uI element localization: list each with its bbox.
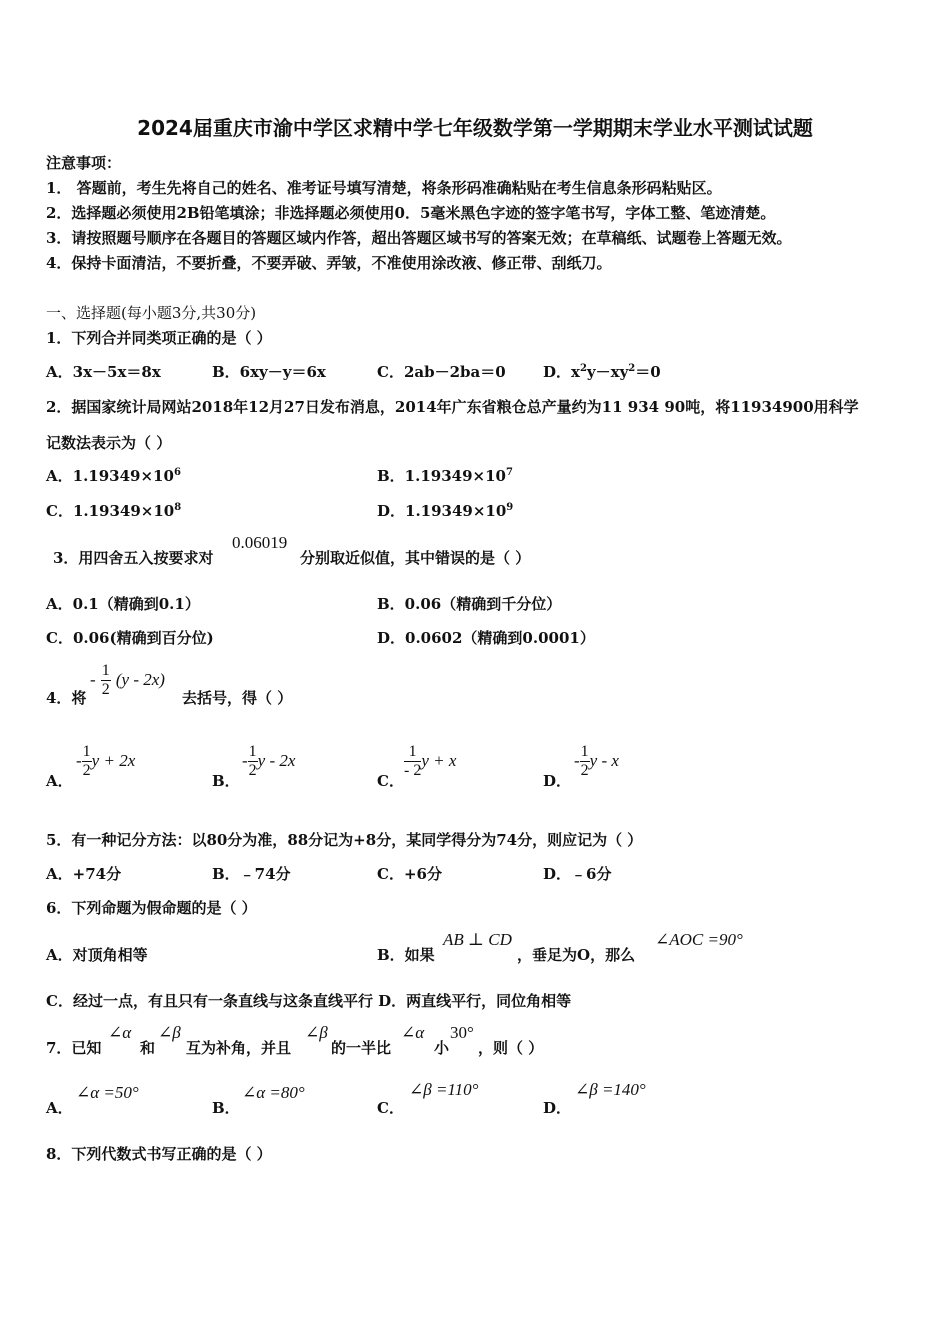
q7-stem-5: 小 xyxy=(434,1039,450,1057)
q7-option-b-label: B． xyxy=(212,1099,240,1117)
q7-math-3: ∠β xyxy=(305,1023,328,1042)
notice-heading: 注意事项： xyxy=(46,154,122,172)
q4-stem-post: 去括号，得（ ） xyxy=(182,689,293,707)
q3-option-c: C．0.06(精确到百分位) xyxy=(46,629,214,647)
section-heading: 一、选择题(每小题3分,共30分) xyxy=(46,304,257,322)
q2-option-c: C．$1.19349\times 10^8$ xyxy=(46,502,182,520)
q6-option-b-mid: ，垂足为O，那么 xyxy=(517,946,636,964)
q1-stem: 1．下列合并同类项正确的是（ ） xyxy=(46,329,272,347)
q4-option-a: - $\frac{1}{2}$ y + 2x xyxy=(76,743,136,779)
q3-stem-pre: 3．用四舍五入按要求对 xyxy=(53,549,214,567)
q7-option-b: ∠α =80° xyxy=(242,1083,305,1102)
q7-option-d-label: D． xyxy=(543,1099,572,1117)
q6-option-b-math1: AB ⊥ CD xyxy=(443,930,512,949)
q2-stem-line2: 记数法表示为（ ） xyxy=(46,434,172,452)
notice-item-2: 2．选择题必须使用2B铅笔填涂；非选择题必须使用0．5毫米黑色字迹的签字笔书写，字体工整、笔迹清楚。 xyxy=(46,204,776,222)
q5-option-a: A．+74分 xyxy=(46,865,122,883)
q3-value: 0.06019 xyxy=(232,533,288,552)
q4-option-d-label: D． xyxy=(543,772,572,790)
q7-stem-3: 互为补角，并且 xyxy=(186,1039,292,1057)
q7-stem-4: 的一半比 xyxy=(331,1039,392,1057)
q5-stem: 5．有一种记分方法：以80分为准，88分记为+8分，某同学得分为74分，则应记为（ ） xyxy=(46,831,643,849)
q6-option-c-d: C．经过一点，有且只有一条直线与这条直线平行 D．两直线平行，同位角相等 xyxy=(46,992,572,1010)
q3-stem-post: 分别取近似值，其中错误的是（ ） xyxy=(300,549,531,567)
q4-option-b: - $\frac{1}{2}$ y - 2x xyxy=(242,743,296,779)
q1-option-d: D．$x^2y-xy^2=0$ xyxy=(543,363,661,381)
q2-option-d: D．$1.19349\times 10^9$ xyxy=(377,502,514,520)
page-title: 2024届重庆市渝中学区求精中学七年级数学第一学期期末学业水平测试试题 xyxy=(137,116,813,140)
q4-option-b-label: B． xyxy=(212,772,240,790)
q7-math-5: 30° xyxy=(450,1023,474,1042)
q5-option-c: C．+6分 xyxy=(377,865,442,883)
q7-stem-2: 和 xyxy=(140,1039,156,1057)
q7-stem-6: ，则（ ） xyxy=(478,1039,544,1057)
q1-option-c: C．2ab－2ba＝0 xyxy=(377,363,506,381)
q5-option-d: D．﹣6分 xyxy=(543,865,612,883)
q5-option-b: B．﹣74分 xyxy=(212,865,291,883)
q3-option-d: D．0.0602（精确到0.0001） xyxy=(377,629,595,647)
q6-option-a: A．对顶角相等 xyxy=(46,946,148,964)
q7-math-2: ∠β xyxy=(158,1023,181,1042)
q1-option-a: A．3x－5x＝8x xyxy=(46,363,161,381)
q1-option-b: B．6xy－y＝6x xyxy=(212,363,326,381)
q4-option-c: $\frac{1}{- 2}$ y + x xyxy=(404,743,457,779)
q7-option-c-label: C． xyxy=(377,1099,404,1117)
q6-option-b-pre: B．如果 xyxy=(377,946,435,964)
q7-math-1: ∠α xyxy=(108,1023,132,1042)
q4-stem-pre: 4．将 xyxy=(46,689,87,707)
q3-option-a: A．0.1（精确到0.1） xyxy=(46,595,200,613)
q2-option-b: B．$1.19349\times 10^7$ xyxy=(377,467,513,485)
q3-option-b: B．0.06（精确到千分位） xyxy=(377,595,562,613)
q6-option-b-math2: ∠AOC =90° xyxy=(655,930,743,949)
q4-expression: - $\frac{1}{2}$ (y - 2x) xyxy=(90,662,165,698)
q8-stem: 8．下列代数式书写正确的是（ ） xyxy=(46,1145,272,1163)
q4-option-c-label: C． xyxy=(377,772,404,790)
q4-option-a-label: A． xyxy=(46,772,73,790)
notice-item-3: 3．请按照题号顺序在各题目的答题区域内作答，超出答题区域书写的答案无效；在草稿纸、试题卷上答题无效。 xyxy=(46,229,792,247)
q7-option-a-label: A． xyxy=(46,1099,73,1117)
q7-option-c: ∠β =110° xyxy=(409,1080,479,1099)
q7-option-a: ∠α =50° xyxy=(76,1083,139,1102)
q7-stem-1: 7．已知 xyxy=(46,1039,102,1057)
q7-math-4: ∠α xyxy=(401,1023,425,1042)
q2-stem-line1: 2．据国家统计局网站2018年12月27日发布消息，2014年广东省粮仓总产量约为11 934 90吨，将11934900用科学 xyxy=(46,398,859,416)
q6-stem: 6．下列命题为假命题的是（ ） xyxy=(46,899,257,917)
notice-item-1: 1． 答题前，考生先将自己的姓名、准考证号填写清楚，将条形码准确粘贴在考生信息条形码粘贴区。 xyxy=(46,179,722,197)
q7-option-d: ∠β =140° xyxy=(575,1080,646,1099)
q2-option-a: A．$1.19349\times 10^6$ xyxy=(46,467,181,485)
notice-item-4: 4．保持卡面清洁，不要折叠，不要弄破、弄皱，不准使用涂改液、修正带、刮纸刀。 xyxy=(46,254,612,272)
q4-option-d: - $\frac{1}{2}$ y - x xyxy=(574,743,619,779)
